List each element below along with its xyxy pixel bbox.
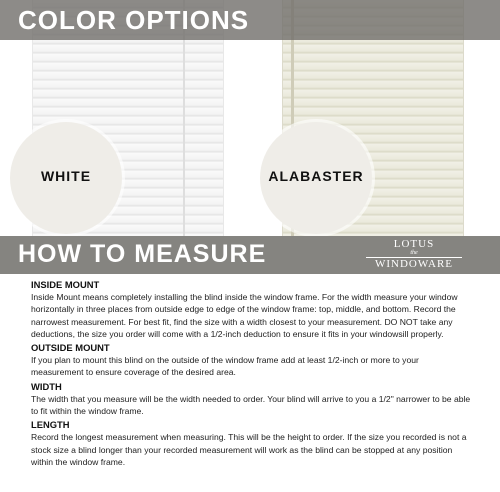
color-options-title: COLOR OPTIONS [18,5,250,35]
section-text-width: The width that you measure will be the width needed to order. Your blind will arrive to you a 1/2" narrower to be able to fit within the window frame. [31,393,471,417]
section-heading-width: WIDTH [31,380,62,392]
section-text-outside-mount: If you plan to mount this blind on the outside of the window frame add at least 1/2-inch or more to your measurement to ensure coverage of the desired area. [31,355,419,378]
section-heading-outside-mount: OUTSIDE MOUNT [31,342,110,354]
color-swatch-white[interactable] [10,122,122,234]
section-heading-inside-mount: INSIDE MOUNT [31,279,100,290]
measure-instructions [31,279,471,470]
color-label-alabaster: ALABASTER [268,168,364,184]
section-heading-length: LENGTH [31,419,70,431]
color-options-banner [0,0,500,40]
section-text-length: Record the longest measurement when measuring. This will be the height to order. If the size you recorded is not a stock size a blind longer than your recorded measurement will work as the blind can be stopped at any position within the window frame. [31,432,467,467]
brand-logo: LOTUS the WINDOWARE [366,238,462,272]
section-text-inside-mount: Inside Mount means completely installing the blind inside the window frame. For the width measure your window horizontally in three places from outside edge to edge of the window frame: top, middle, and bottom. Record the narrowest measurement. For best fit, find the size with a width closest to your measurement. DO NOT take any deductions, the size you order will come with a 1/2-inch deduction to ensure it fits in your windowsill properly. [31,292,458,339]
color-label-white: WHITE [40,168,92,184]
color-swatch-alabaster[interactable] [260,122,372,234]
how-to-measure-title: HOW TO MEASURE [18,240,267,268]
how-to-measure-banner [0,236,500,274]
